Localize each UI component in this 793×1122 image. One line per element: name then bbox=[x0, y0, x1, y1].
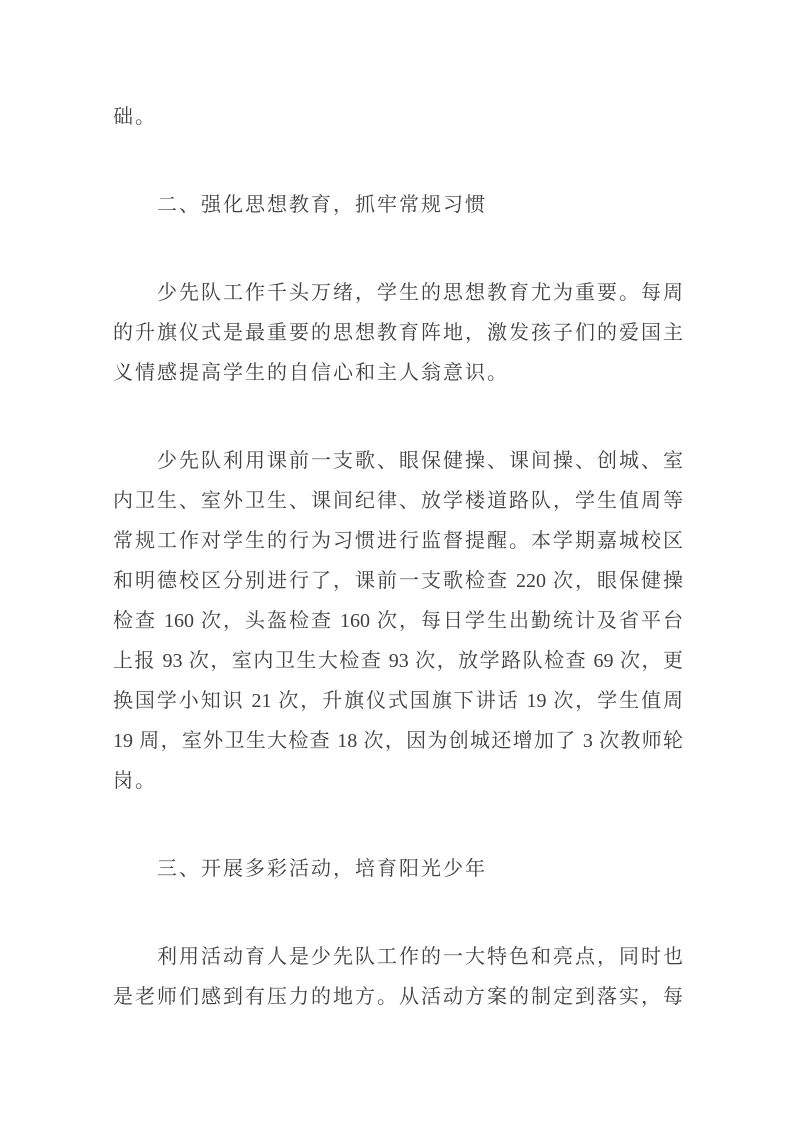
text-line: 岗。 bbox=[113, 770, 157, 792]
section-heading-line: 二、强化思想教育，抓牢常规习惯 bbox=[157, 194, 487, 216]
paragraph-block bbox=[113, 937, 683, 1017]
text-line: 是老师们感到有压力的地方。从活动方案的制定到落实，每 bbox=[113, 986, 683, 1008]
paragraph-block bbox=[113, 441, 683, 801]
paragraph-continuation-block bbox=[113, 97, 683, 137]
text-line: 少先队工作千头万绪，学生的思想教育尤为重要。每周 bbox=[157, 282, 683, 304]
text-line: 义情感提高学生的自信心和主人翁意识。 bbox=[113, 362, 509, 384]
text-line: 和明德校区分别进行了，课前一支歌检查 220 次，眼保健操 bbox=[113, 570, 683, 592]
text-line: 少先队利用课前一支歌、眼保健操、课间操、创城、室 bbox=[157, 450, 683, 472]
paragraph-block bbox=[113, 273, 683, 393]
text-line: 的升旗仪式是最重要的思想教育阵地，激发孩子们的爱国主 bbox=[113, 322, 683, 344]
section-heading-3-block bbox=[113, 849, 683, 889]
text-line: 内卫生、室外卫生、课间纪律、放学楼道路队，学生值周等 bbox=[113, 490, 683, 512]
text-line: 上报 93 次，室内卫生大检查 93 次，放学路队检查 69 次，更 bbox=[113, 650, 683, 672]
page-text-area bbox=[113, 97, 683, 1017]
text-line: 常规工作对学生的行为习惯进行监督提醒。本学期嘉城校区 bbox=[113, 530, 683, 552]
text-line: 利用活动育人是少先队工作的一大特色和亮点，同时也 bbox=[157, 946, 683, 968]
section-heading-2-block bbox=[113, 185, 683, 225]
text-line: 19 周，室外卫生大检查 18 次，因为创城还增加了 3 次教师轮 bbox=[113, 730, 683, 752]
text-line: 检查 160 次，头盔检查 160 次，每日学生出勤统计及省平台 bbox=[113, 610, 683, 632]
section-heading-line: 三、开展多彩活动，培育阳光少年 bbox=[157, 858, 487, 880]
text-line: 换国学小知识 21 次，升旗仪式国旗下讲话 19 次，学生值周 bbox=[113, 690, 683, 712]
text-line: 础。 bbox=[113, 106, 157, 128]
